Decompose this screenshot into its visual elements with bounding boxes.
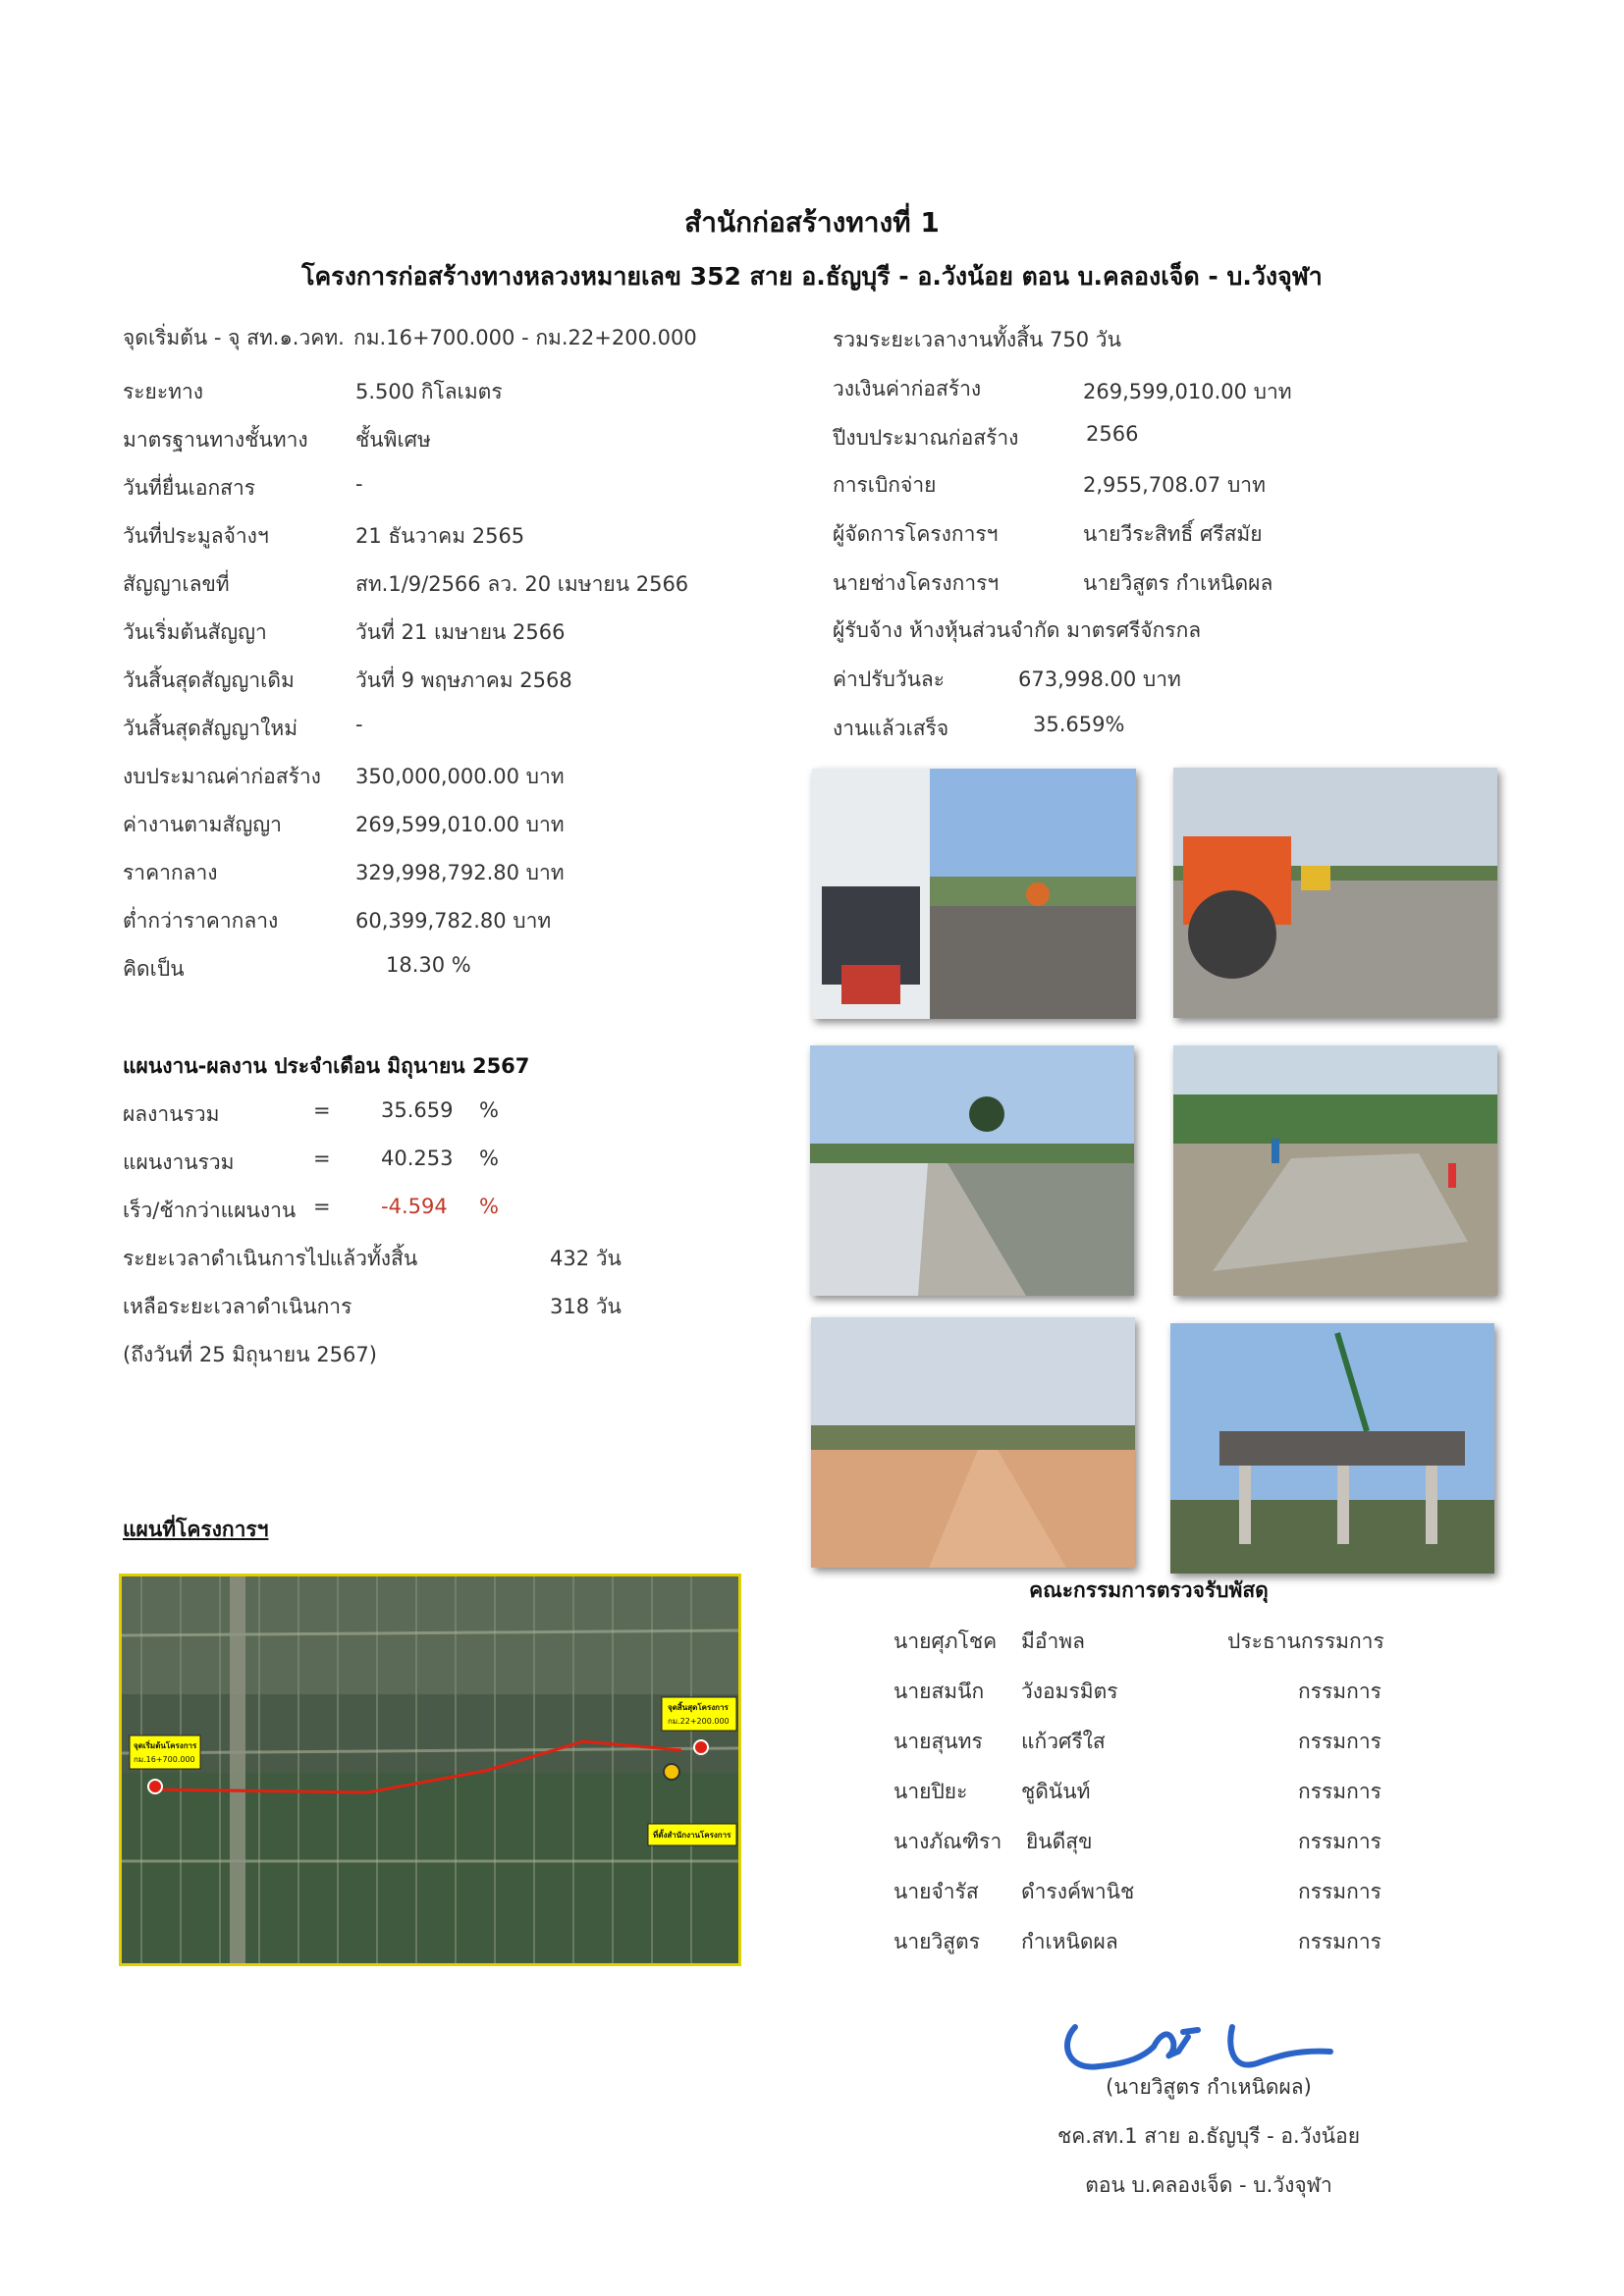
daily-fine-label: ค่าปรับวันละ [833, 667, 946, 691]
map-start-label: จุดเริ่มต้นโครงการ [134, 1741, 197, 1750]
elapsed-label: ระยะเวลาดำเนินการไปแล้วทั้งสิ้น [123, 1247, 418, 1270]
contract-amount-label: ค่างานตามสัญญา [123, 813, 282, 836]
start-point-value: กม.16+700.000 - กม.22+200.000 [353, 326, 697, 349]
member-3-role: กรรมการ [1298, 1730, 1381, 1753]
actual-progress-eq: = [313, 1098, 331, 1122]
office-title: สำนักก่อสร้างทางที่ 1 [684, 206, 940, 239]
below-median-label: ต่ำกว่าราคากลาง [123, 909, 279, 933]
member-4-title: นายปิยะ [893, 1780, 968, 1803]
contract-no-label: สัญญาเลขที่ [123, 572, 230, 596]
construction-fund-label: วงเงินค่าก่อสร้าง [833, 377, 982, 400]
planned-progress-unit: % [479, 1147, 499, 1170]
contract-end-new-value: - [355, 713, 363, 736]
median-price-value: 329,998,792.80 บาท [355, 861, 565, 884]
as-of-date: (ถึงวันที่ 25 มิถุนายน 2567) [123, 1343, 377, 1366]
member-7-surname: กำเหนิดผล [1021, 1930, 1118, 1953]
remaining-value: 318 วัน [550, 1295, 622, 1318]
map-end-km: กม.22+200.000 [668, 1717, 730, 1726]
site-photo-earthwork [811, 1317, 1135, 1568]
project-manager-value: นายวีระสิทธิ์ ศรีสมัย [1083, 522, 1263, 546]
planned-progress-value: 40.253 [381, 1147, 454, 1170]
standard-value: ชั้นพิเศษ [355, 428, 431, 452]
project-engineer-label: นายช่างโครงการฯ [833, 571, 1000, 595]
member-1-role: ประธานกรรมการ [1227, 1629, 1384, 1653]
site-photo-paver [812, 769, 1136, 1019]
project-map [119, 1574, 741, 1966]
variance-label: เร็ว/ช้ากว่าแผนงาน [123, 1199, 297, 1222]
member-7-role: กรรมการ [1298, 1930, 1381, 1953]
map-office-label: ที่ตั้งสำนักงานโครงการ [653, 1831, 731, 1840]
member-5-title: นางภัณฑิรา [893, 1830, 1002, 1853]
actual-progress-value: 35.659 [381, 1098, 454, 1122]
submit-date-value: - [355, 472, 363, 496]
contract-end-new-label: วันสิ้นสุดสัญญาใหม่ [123, 717, 298, 740]
standard-label: มาตรฐานทางชั้นทาง [123, 428, 308, 452]
committee-heading: คณะกรรมการตรวจรับพัสดุ [1029, 1578, 1269, 1602]
member-1-title: นายศุภโชค [893, 1629, 998, 1653]
member-6-surname: ดำรงค์พานิช [1021, 1880, 1135, 1903]
map-start-km: กม.16+700.000 [134, 1755, 195, 1764]
below-median-value: 60,399,782.80 บาท [355, 909, 552, 933]
contract-amount-value: 269,599,010.00 บาท [355, 813, 565, 836]
member-3-surname: แก้วศรีใส [1021, 1730, 1106, 1753]
project-title: โครงการก่อสร้างทางหลวงหมายเลข 352 สาย อ.ธัญบุรี - อ.วังน้อย ตอน บ.คลองเจ็ด - บ.วังจุฬา [301, 262, 1323, 291]
member-6-title: นายจำรัส [893, 1880, 979, 1903]
signature-image [1060, 2002, 1345, 2081]
contract-no-value: สท.1/9/2566 ลว. 20 เมษายน 2566 [355, 572, 689, 596]
member-5-role: กรรมการ [1298, 1830, 1381, 1853]
completion-value: 35.659% [1033, 713, 1125, 736]
member-2-surname: วังอมรมิตร [1021, 1680, 1118, 1703]
member-4-role: กรรมการ [1298, 1780, 1381, 1803]
member-3-title: นายสุนทร [893, 1730, 983, 1753]
fiscal-year-value: 2566 [1086, 422, 1139, 446]
actual-progress-label: ผลงานรวม [123, 1102, 220, 1126]
contract-end-old-label: วันสิ้นสุดสัญญาเดิม [123, 668, 295, 692]
median-price-label: ราคากลาง [123, 861, 218, 884]
progress-heading: แผนงาน-ผลงาน ประจำเดือน มิถุนายน 2567 [123, 1054, 530, 1078]
signer-position-line1: ชค.สท.1 สาย อ.ธัญบุรี - อ.วังน้อย [1056, 2124, 1361, 2148]
budget-label: งบประมาณค่าก่อสร้าง [123, 765, 321, 788]
aerial-map-image [122, 1576, 738, 1963]
site-photo-bridge [1170, 1323, 1494, 1574]
site-photo-slab [1173, 1045, 1497, 1296]
variance-unit: % [479, 1195, 499, 1218]
member-6-role: กรรมการ [1298, 1880, 1381, 1903]
signer-position-line2: ตอน บ.คลองเจ็ด - บ.วังจุฬา [1085, 2173, 1332, 2197]
bid-date-value: 21 ธันวาคม 2565 [355, 524, 525, 548]
signer-name: (นายวิสูตร กำเหนิดผล) [1106, 2075, 1312, 2099]
percent-value: 18.30 % [386, 953, 471, 977]
member-2-role: กรรมการ [1298, 1680, 1381, 1703]
member-5-surname: ยินดีสุข [1026, 1830, 1093, 1853]
site-photo-concrete [810, 1045, 1134, 1296]
distance-label: ระยะทาง [123, 380, 204, 403]
contract-start-label: วันเริ่มต้นสัญญา [123, 620, 267, 644]
disbursement-value: 2,955,708.07 บาท [1083, 473, 1266, 497]
distance-value: 5.500 กิโลเมตร [355, 380, 503, 403]
contract-start-value: วันที่ 21 เมษายน 2566 [355, 620, 566, 644]
member-1-surname: มีอำพล [1021, 1629, 1085, 1653]
actual-progress-unit: % [479, 1098, 499, 1122]
construction-fund-value: 269,599,010.00 บาท [1083, 380, 1292, 403]
elapsed-value: 432 วัน [550, 1247, 622, 1270]
member-4-surname: ชูดินันท์ [1021, 1780, 1091, 1803]
map-heading: แผนที่โครงการฯ [123, 1518, 269, 1541]
bid-date-label: วันที่ประมูลจ้างฯ [123, 524, 269, 548]
completion-label: งานแล้วเสร็จ [833, 717, 949, 740]
fiscal-year-label: ปีงบประมาณก่อสร้าง [833, 426, 1019, 450]
member-7-title: นายวิสูตร [893, 1930, 980, 1953]
variance-value: -4.594 [381, 1195, 448, 1218]
project-engineer-value: นายวิสูตร กำเหนิดผล [1083, 571, 1273, 595]
variance-eq: = [313, 1195, 331, 1218]
site-photo-roller [1173, 768, 1497, 1018]
project-manager-label: ผู้จัดการโครงการฯ [833, 522, 999, 546]
submit-date-label: วันที่ยื่นเอกสาร [123, 476, 256, 500]
disbursement-label: การเบิกจ่าย [833, 473, 937, 497]
daily-fine-value: 673,998.00 บาท [1018, 667, 1181, 691]
map-end-label: จุดสิ้นสุดโครงการ [668, 1703, 729, 1712]
member-2-title: นายสมนึก [893, 1680, 985, 1703]
remaining-label: เหลือระยะเวลาดำเนินการ [123, 1295, 352, 1318]
percent-label: คิดเป็น [123, 957, 185, 981]
contractor: ผู้รับจ้าง ห้างหุ้นส่วนจำกัด มาตรศรีจักรกล [833, 618, 1202, 642]
planned-progress-eq: = [313, 1147, 331, 1170]
planned-progress-label: แผนงานรวม [123, 1150, 235, 1174]
budget-value: 350,000,000.00 บาท [355, 765, 565, 788]
contract-end-old-value: วันที่ 9 พฤษภาคม 2568 [355, 668, 572, 692]
total-duration: รวมระยะเวลางานทั้งสิ้น 750 วัน [833, 328, 1121, 351]
start-point-label: จุดเริ่มต้น - จุ สท.๑.วคท. [123, 326, 345, 349]
